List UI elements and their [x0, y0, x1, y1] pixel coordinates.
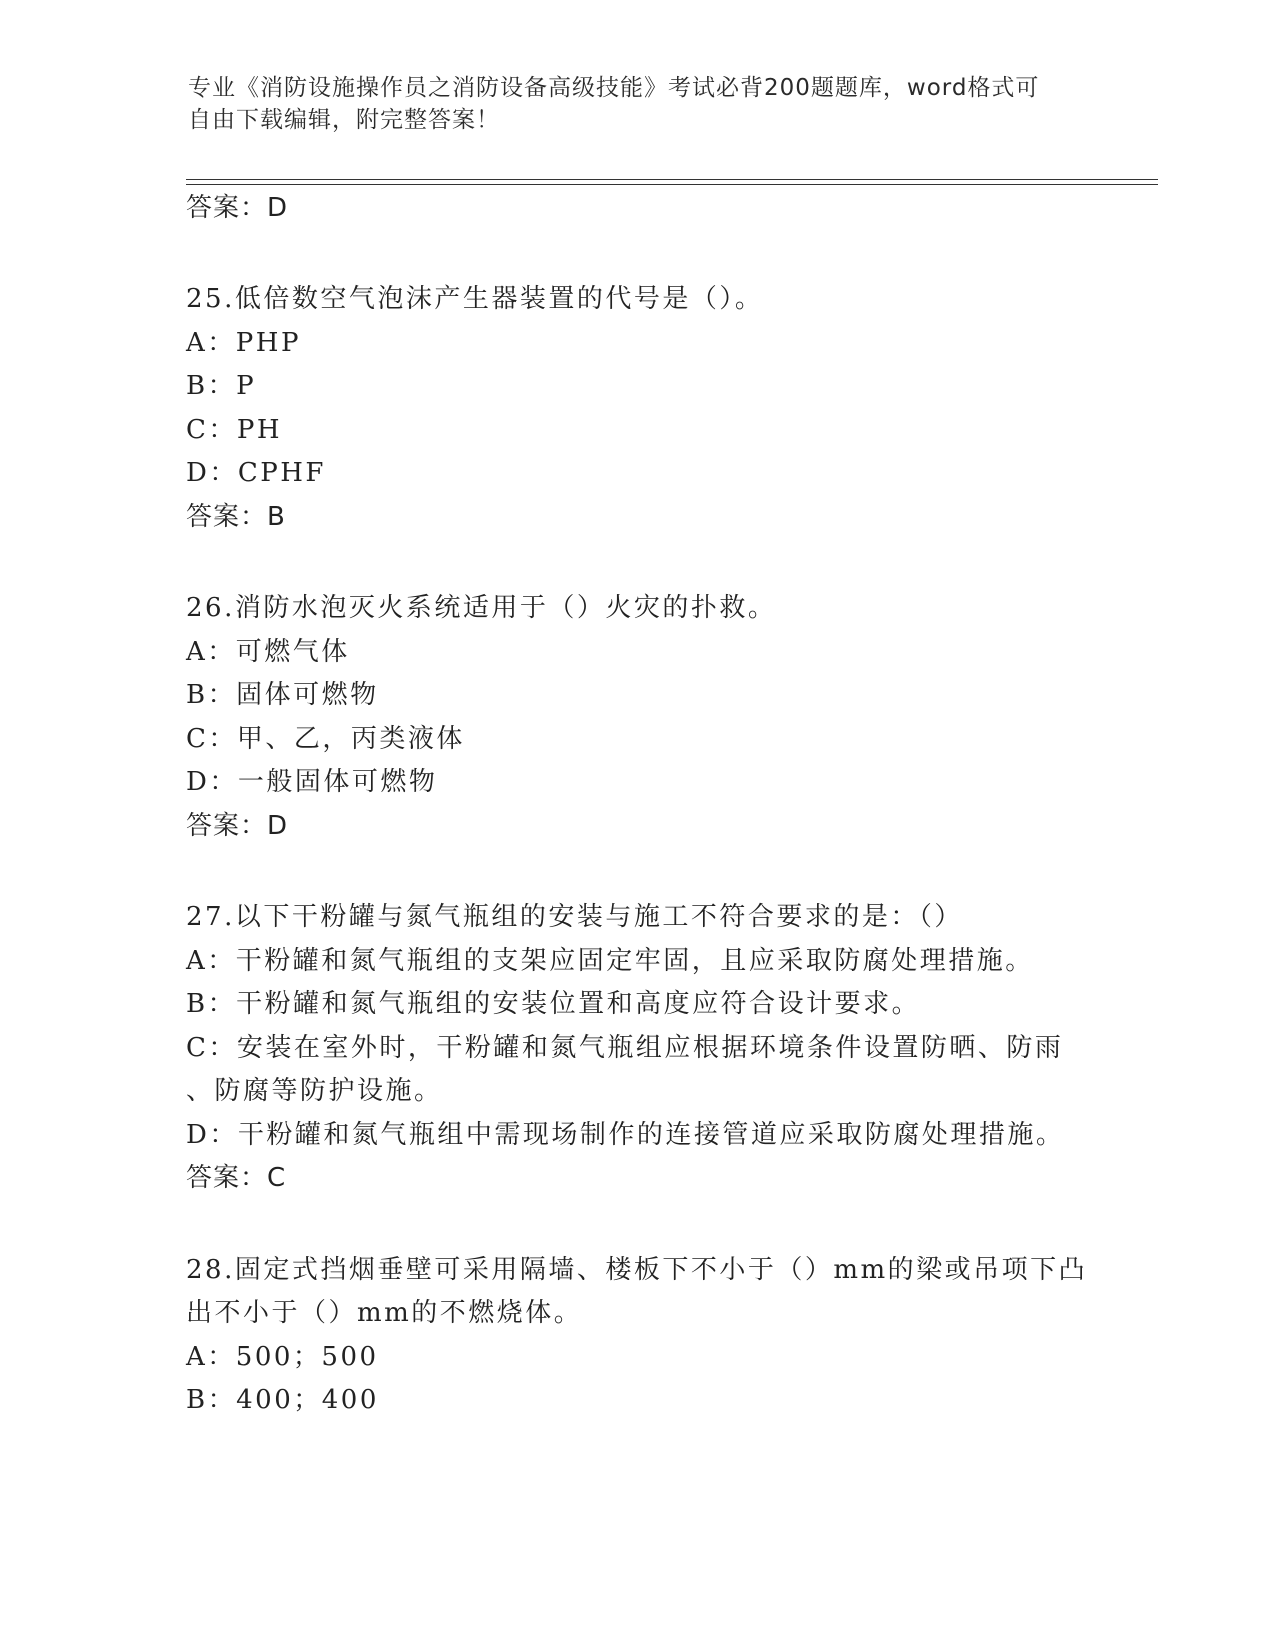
- previous-answer: 答案：D: [186, 193, 289, 223]
- document-header: [188, 72, 1068, 136]
- question-27-option-b: B：干粉罐和氮气瓶组的安装位置和高度应符合设计要求。: [186, 989, 921, 1019]
- question-27-option-d: D：干粉罐和氮气瓶组中需现场制作的连接管道应采取防腐处理措施。: [186, 1120, 1065, 1150]
- question-26-option-c: C：甲、乙，丙类液体: [186, 724, 465, 754]
- header-divider-bottom: [186, 184, 1158, 185]
- question-25-option-a: A：PHP: [186, 328, 301, 358]
- question-28-stem: 28.固定式挡烟垂壁可采用隔墙、楼板下不小于（）mm的梁或吊项下凸: [186, 1255, 1088, 1285]
- question-27-stem: 27.以下干粉罐与氮气瓶组的安装与施工不符合要求的是：（）: [186, 902, 963, 932]
- question-28-option-a: A：500；500: [186, 1342, 379, 1372]
- question-26-option-d: D：一般固体可燃物: [186, 767, 438, 797]
- question-26-option-a: A：可燃气体: [186, 637, 350, 667]
- question-25-answer: 答案：B: [186, 502, 286, 532]
- question-26-option-b: B：固体可燃物: [186, 680, 379, 710]
- question-26-stem: 26.消防水泡灭火系统适用于（）火灾的扑救。: [186, 593, 777, 623]
- question-25-option-d: D：CPHF: [186, 458, 326, 488]
- question-25-stem: 25.低倍数空气泡沫产生器装置的代号是（）。: [186, 284, 764, 314]
- question-26-answer: 答案：D: [186, 811, 289, 841]
- question-27-option-a: A：干粉罐和氮气瓶组的支架应固定牢固，且应采取防腐处理措施。: [186, 946, 1034, 976]
- header-line-1: 专业《消防设施操作员之消防设备高级技能》考试必背200题题库，word格式可: [188, 75, 1040, 101]
- question-27-option-c-continued: 、防腐等防护设施。: [186, 1076, 443, 1106]
- question-28-stem-continued: 出不小于（）mm的不燃烧体。: [186, 1298, 583, 1328]
- question-27-answer: 答案：C: [186, 1163, 287, 1193]
- question-28-option-b: B：400；400: [186, 1385, 379, 1415]
- question-25-option-b: B：P: [186, 371, 257, 401]
- header-line-2: 自由下载编辑，附完整答案！: [188, 107, 500, 133]
- header-divider-top: [186, 179, 1158, 180]
- question-25-option-c: C：PH: [186, 415, 283, 445]
- question-27-option-c: C：安装在室外时，干粉罐和氮气瓶组应根据环境条件设置防晒、防雨: [186, 1033, 1064, 1063]
